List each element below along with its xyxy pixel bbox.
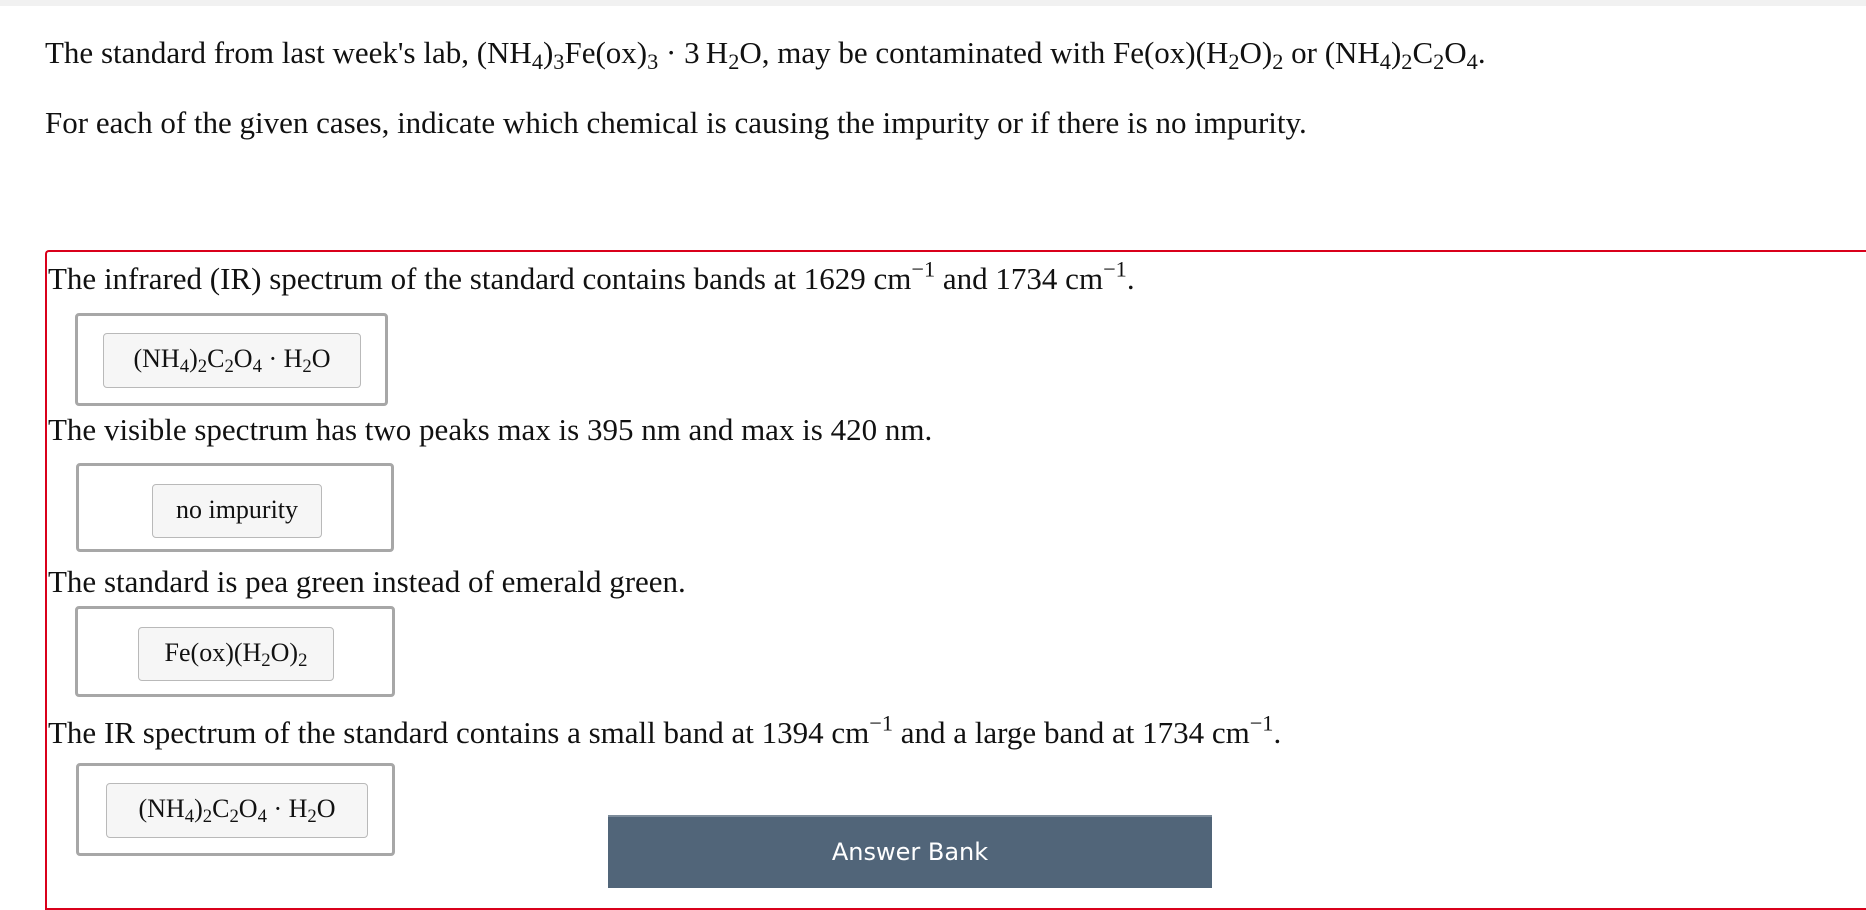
- question-instruction: For each of the given cases, indicate which chemical is causing the impurity or if there is no impurity.: [45, 105, 1307, 140]
- question-prompt: The standard from last week's lab, $(NH_4)_3Fe(ox)_3 \cdot 3$ $H_2O$, may be contaminated with $Fe(ox)(H_2O)_2$ or $(NH_4)_2C_2O_4$.: [45, 35, 1486, 75]
- case-4-drop-target[interactable]: [76, 763, 395, 856]
- case-4-text: The IR spectrum of the standard contains a small band at 1394 $cm^{-1}$ and a large band at 1734 $cm^{-1}$.: [48, 710, 1282, 750]
- answer-chip-iron-oxalate-dihydrate[interactable]: $Fe(ox)(H_2O)_2$: [138, 627, 334, 681]
- case-2-text: The visible spectrum has two peaks max is 395 nm and max is 420 nm.: [48, 412, 933, 447]
- answer-chip-no-impurity[interactable]: no impurity: [152, 484, 322, 538]
- case-3-text: The standard is pea green instead of emerald green.: [48, 564, 686, 599]
- answer-chip-ammonium-oxalate[interactable]: $(NH_4)_2C_2O_4 \cdot H_2O$: [103, 333, 361, 388]
- top-strip: [0, 0, 1866, 6]
- answer-bank-header[interactable]: Answer Bank: [608, 815, 1212, 888]
- answer-chip-ammonium-oxalate[interactable]: $(NH_4)_2C_2O_4 \cdot H_2O$: [106, 783, 368, 838]
- case-2-drop-target[interactable]: [76, 463, 394, 552]
- case-3-drop-target[interactable]: [75, 606, 395, 697]
- case-1-drop-target[interactable]: [75, 313, 388, 406]
- case-1-text: The infrared (IR) spectrum of the standard contains bands at 1629 $cm^{-1}$ and 1734 $cm^{-1}$.: [48, 256, 1135, 296]
